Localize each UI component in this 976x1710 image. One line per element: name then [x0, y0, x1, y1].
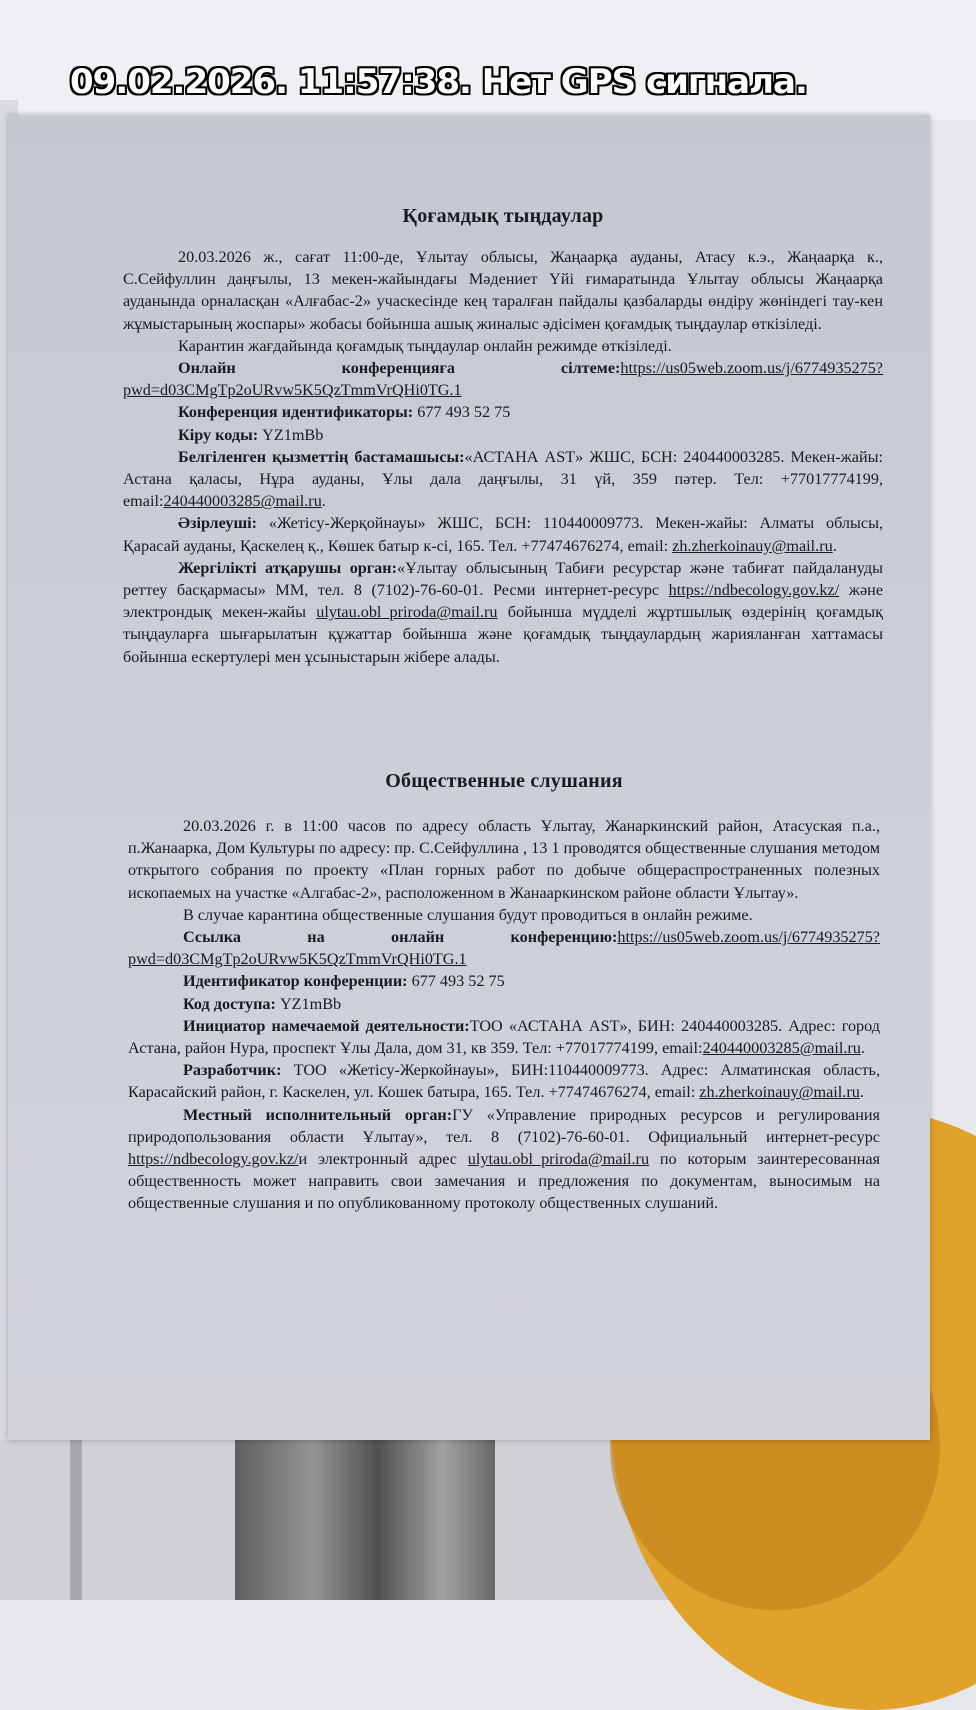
access-code-label: Кіру коды:: [178, 425, 259, 444]
conference-id-label: Конференция идентификаторы:: [178, 403, 414, 422]
developer-ru: [128, 1059, 880, 1103]
developer-email[interactable]: zh.zherkoinauy@mail.ru: [699, 1083, 860, 1102]
developer-label: Разработчик:: [183, 1061, 282, 1080]
initiator-ru: [128, 1015, 880, 1059]
paragraph-kz-2: Карантин жағдайында қоғамдық тыңдаулар онлайн режимде өткізіледі.: [178, 336, 672, 355]
conference-link-ru: [128, 926, 880, 970]
paragraph-ru-1: 20.03.2026 г. в 11:00 часов по адресу область Ұлытау, Жанаркинский район, Атасуская п.а., п.Жанаарка, Дом Культуры по адресу: пр. С.Сейфуллина , 13 1 проводятся общественные слушания методом открытого собрания по проекту «План горных работ по добыче общераспространенных полезных ископаемых на участке «Алгабас-2», расположенном в Жанааркинском районе области Ұлытау».: [128, 817, 880, 902]
authority-site[interactable]: https://ndbecology.gov.kz/: [668, 581, 840, 600]
authority-email[interactable]: ulytau.obl_priroda@mail.ru: [316, 603, 498, 622]
developer-text: «Жетісу-Жерқойнауы» ЖШС, БСН: 110440009773. Мекен-жайы: Алматы облысы, Қарасай ауданы, Қаскелең қ., Көшек батыр к-сі, 165. Тел. +77474676274, email:: [123, 514, 883, 555]
conference-id-label: Идентификатор конференции:: [183, 972, 408, 991]
developer-email[interactable]: zh.zherkoinauy@mail.ru: [672, 536, 833, 555]
notice-title-kz: Қоғамдық тыңдаулар: [402, 205, 604, 227]
notice-kazakh: [123, 205, 883, 668]
initiator-text: ТОО «АСТАНА AST», БИН: 240440003285. Адрес: город Астана, район Нура, проспект Ұлы Дала, дом 31, кв 359. Тел: +77017774199, email:: [128, 1016, 880, 1058]
authority-text: «Ұлытау облысының Табиғи ресурстар және табиғат пайдалануды реттеу басқармасы» ММ, тел. 8 (7102)-76-60-01. Ресми интернет-ресурс: [123, 558, 883, 600]
notice-paper: [8, 115, 930, 1440]
initiator-email[interactable]: 240440003285@mail.ru: [702, 1039, 861, 1058]
authority-email[interactable]: ulytau.obl_priroda@mail.ru: [467, 1150, 650, 1169]
developer-end: .: [859, 1083, 864, 1102]
conference-link-label: Ссылка на онлайн конференцию:: [183, 928, 618, 947]
authority-end: бойынша мүдделі жұртшылық өздерінің қоғамдық тыңдауларға шығарылатын құжаттар бойынша және қоғамдық тыңдаулардың жарияланған хаттамасы бойынша ескертулері мен ұсыныстарын жібере алады.: [123, 603, 883, 666]
initiator-end: .: [321, 492, 326, 511]
authority-text: ГУ «Управление природных ресурсов и регулирования природопользования области Ұлытау», тел. 8 (7102)-76-60-01. Официальный интернет-ресурс: [128, 1105, 880, 1146]
developer-kz: [123, 512, 883, 556]
developer-label: Әзірлеуші:: [178, 514, 258, 533]
conference-link-label: Онлайн конференцияға сілтеме:: [178, 359, 621, 378]
developer-end: .: [832, 536, 837, 555]
conference-link-url[interactable]: https://us05web.zoom.us/j/6774935275?pwd=d03CMgTp2oURvw5K5QzTmmVrQHi0TG.1: [123, 359, 883, 400]
conference-id-value: 677 493 52 75: [407, 972, 505, 991]
paragraph-kz-1: 20.03.2026 ж., сағат 11:00-де, Ұлытау облысы, Жаңаарқа ауданы, Атасу к.э., Жаңаарқа к., С.Сейфуллин даңғылы, 13 мекен-жайындағы Мәдениет Үйі ғимаратында Ұлытау облысы Жаңаарқа ауданында орналасқан «Алғабас-2» учаскесінде кең таралған пайдалы қазбаларды өндіру жөніндегі тау-кен жұмыстарының жоспары» жобасы бойынша ашық жиналыс әдісімен қоғамдық тыңдаулар өткізіледі.: [123, 248, 883, 333]
conference-link-kz: [123, 357, 883, 401]
initiator-label: Белгіленген қызметтің бастамашысы:: [178, 447, 465, 466]
conference-id-value: 677 493 52 75: [413, 403, 511, 422]
access-code-kz: [123, 424, 883, 446]
metal-rod: [235, 1440, 495, 1600]
authority-label: Жергілікті атқарушы орган:: [178, 558, 397, 577]
window-frame: [70, 1440, 82, 1600]
access-code-value: YZ1mBb: [275, 994, 342, 1013]
authority-label: Местный исполнительный орган:: [183, 1105, 453, 1124]
authority-site[interactable]: https://ndbecology.gov.kz/: [128, 1150, 299, 1169]
paragraph-ru-2: В случае карантина общественные слушания будут проводиться в онлайн режиме.: [183, 905, 753, 924]
access-code-ru: [128, 993, 880, 1015]
conference-id-kz: [123, 401, 883, 423]
authority-mid: және электрондық мекен-жайы: [123, 581, 883, 622]
initiator-label: Инициатор намечаемой деятельности:: [183, 1016, 470, 1035]
initiator-end: .: [860, 1039, 865, 1058]
access-code-value: YZ1mBb: [258, 425, 324, 444]
developer-text: ТОО «Жетісу-Жеркойнауы», БИН:110440009773. Адрес: Алматинская область, Карасайский район, г. Каскелен, ул. Кошек батыра, 165. Тел. +77474676274, email:: [128, 1061, 880, 1102]
notice-russian: [128, 770, 880, 1215]
authority-mid: и электронный адрес: [298, 1150, 468, 1169]
initiator-text: «АСТАНА AST» ЖШС, БСН: 240440003285. Мекен-жайы: Астана қаласы, Нұра ауданы, Ұлы дала даңғылы, 31 үй, 359 пәтер. Тел: +77017774199, email:: [123, 447, 883, 511]
notice-title-ru: Общественные слушания: [385, 770, 623, 792]
timestamp-overlay: 09.02.2026. 11:57:38. Нет GPS сигнала.: [70, 62, 807, 102]
initiator-email[interactable]: 240440003285@mail.ru: [163, 492, 322, 511]
conference-id-ru: [128, 970, 880, 992]
access-code-label: Код доступа:: [183, 994, 276, 1013]
conference-link-url[interactable]: https://us05web.zoom.us/j/6774935275?pwd=d03CMgTp2oURvw5K5QzTmmVrQHi0TG.1: [128, 928, 880, 969]
authority-kz: [123, 557, 883, 668]
initiator-kz: [123, 446, 883, 513]
authority-ru: [128, 1104, 880, 1215]
authority-end: по которым заинтересованная общественность может направить свои замечания и предложения по документам, выносимым на общественные слушания и по опубликованному протоколу общественных слушаний.: [128, 1150, 880, 1213]
